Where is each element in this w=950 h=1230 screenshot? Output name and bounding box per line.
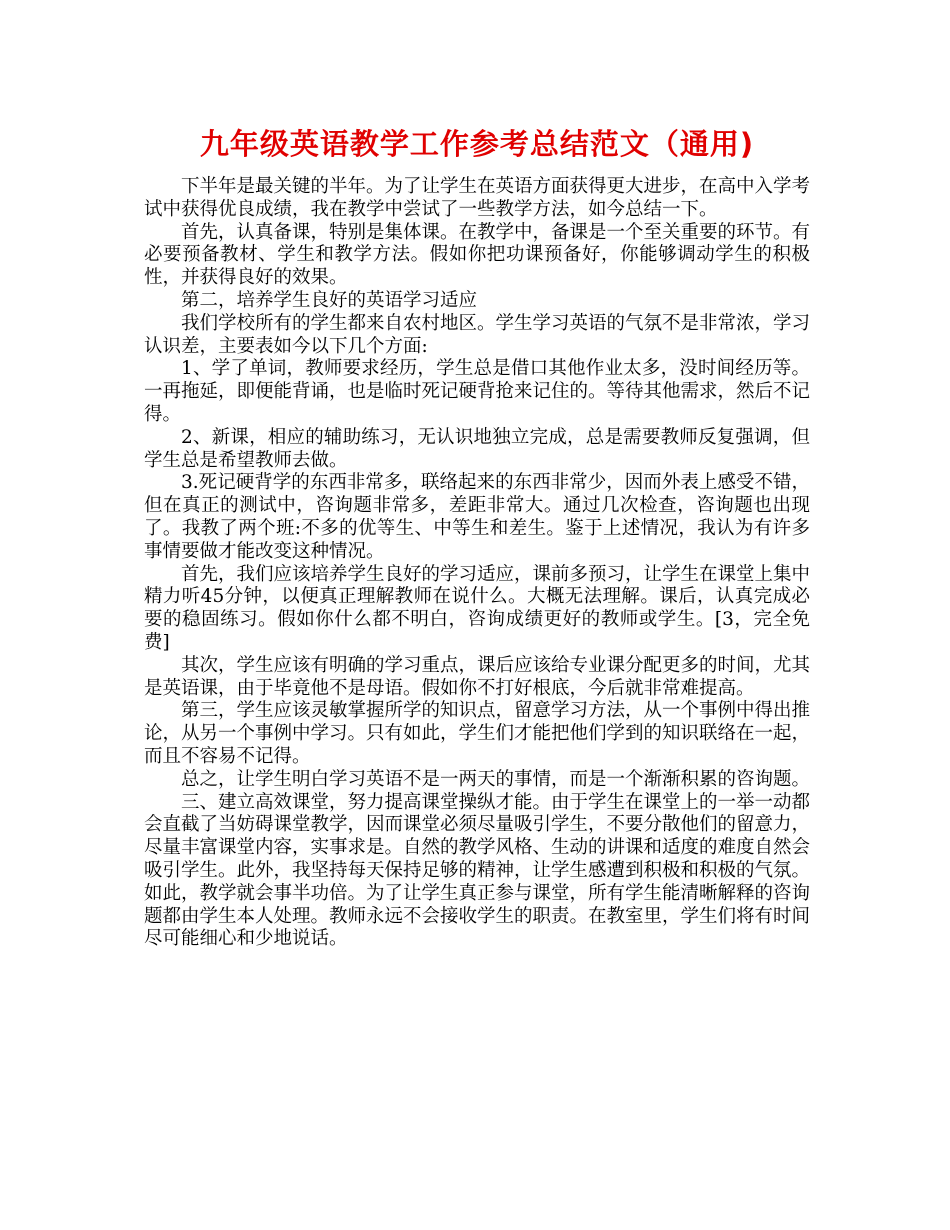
paragraph-9: 其次，学生应该有明确的学习重点，课后应该给专业课分配更多的时间，尤其是英语课，由于毕竟他不是母语。假如你不打好根底，今后就非常难提高。 (144, 654, 811, 699)
paragraph-2: 首先，认真备课，特别是集体课。在教学中，备课是一个至关重要的环节。有必要预备教材、学生和教学方法。假如你把功课预备好，你能够调动学生的积极性，并获得良好的效果。 (144, 221, 811, 289)
paragraph-12: 三、建立高效课堂，努力提高课堂操纵才能。由于学生在课堂上的一举一动都会直截了当妨碍课堂教学，因而课堂必须尽量吸引学生，不要分散他们的留意力，尽量丰富课堂内容，实事求是。自然的教学风格、生动的讲课和适度的难度自然会吸引学生。此外，我坚持每天保持足够的精神，让学生感遭到积极和积极的气氛。如此，教学就会事半功倍。为了让学生真正参与课堂，所有学生能清晰解释的咨询题都由学生本人处理。教师永远不会接收学生的职责。在教室里，学生们将有时间尽可能细心和少地说话。 (144, 791, 811, 950)
paragraph-7: 3.死记硬背学的东西非常多，联络起来的东西非常少，因而外表上感受不错，但在真正的测试中，咨询题非常多，差距非常大。通过几次检查，咨询题也出现了。我教了两个班:不多的优等生、中等生和差生。鉴于上述情况，我认为有许多事情要做才能改变这种情况。 (144, 472, 810, 562)
paragraph-8: 首先，我们应该培养学生良好的学习适应，课前多预习，让学生在课堂上集中精力听45分钟，以便真正理解教师在说什么。大概无法理解。课后，认真完成必要的稳固练习。假如你什么都不明白，咨询成绩更好的教师或学生。[3，完全免费] (144, 563, 811, 653)
paragraph-10: 第三，学生应该灵敏掌握所学的知识点，留意学习方法，从一个事例中得出推论，从另一个事例中学习。只有如此，学生们才能把他们学到的知识联络在一起，而且不容易不记得。 (144, 700, 811, 767)
document-body (144, 176, 810, 951)
paragraph-1: 下半年是最关键的半年。为了让学生在英语方面获得更大进步，在高中入学考试中获得优良成绩，我在教学中尝试了一些教学方法，如今总结一下。 (144, 176, 811, 220)
paragraph-4: 我们学校所有的学生都来自农村地区。学生学习英语的气氛不是非常浓，学习认识差，主要表如今以下几个方面: (144, 312, 811, 357)
document-page (144, 122, 810, 951)
document-title: 九年级英语教学工作参考总结范文（通用) (199, 127, 755, 161)
paragraph-11: 总之，让学生明白学习英语不是一两天的事情，而是一个渐渐积累的咨询题。 (181, 768, 811, 790)
paragraph-3: 第二，培养学生良好的英语学习适应 (181, 289, 478, 311)
paragraph-6: 2、新课，相应的辅助练习，无认识地独立完成，总是需要教师反复强调，但学生总是希望教师去做。 (144, 426, 810, 471)
paragraph-5: 1、学了单词，教师要求经历，学生总是借口其他作业太多，没时间经历等。一再拖延，即便能背诵，也是临时死记硬背抢来记住的。等待其他需求，然后不记得。 (144, 358, 811, 425)
